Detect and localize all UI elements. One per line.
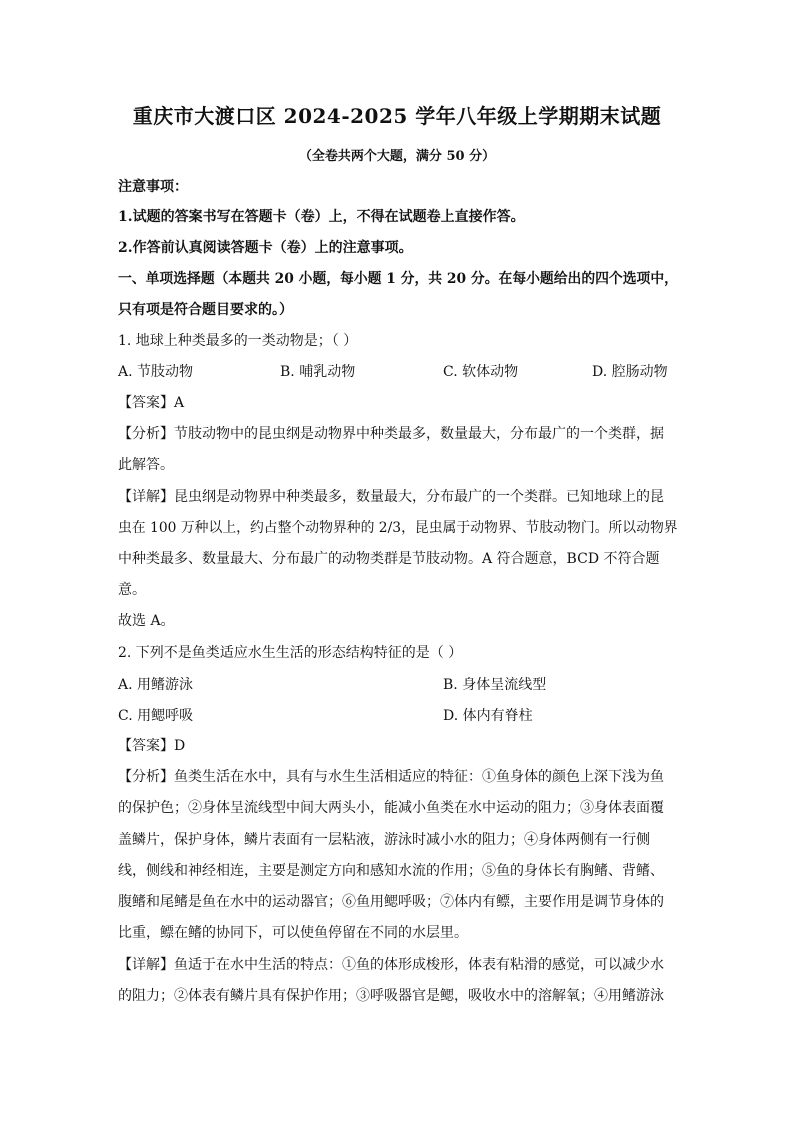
notice-heading: 注意事项： (118, 179, 188, 195)
option-b: B. 身体呈流线型 (443, 677, 547, 693)
detail-line: 的阻力；②体表有鳞片具有保护作用；③呼吸器官是鳃，吸收水中的溶解氧；④用鳍游泳 (118, 988, 664, 1004)
option-d: D. 体内有脊柱 (443, 708, 533, 724)
answer: 【答案】D (118, 738, 186, 754)
option-a: A. 节肢动物 (118, 364, 194, 380)
section-heading-cont: 只有项是符合题目要求的。） (118, 302, 293, 318)
detail-line: 【详解】昆虫纲是动物界中种类最多，数量最大，分布最广的一个类群。已知地球上的昆 (118, 489, 664, 505)
choice-line: 故选 A。 (118, 613, 175, 629)
question-stem: 1. 地球上种类最多的一类动物是；（ ） (118, 333, 358, 349)
page-subtitle: （全卷共两个大题，满分 50 分） (298, 149, 496, 164)
analysis-line: 腹鳍和尾鳍是鱼在水中的运动器官；⑥鱼用鳃呼吸；⑦体内有鳔，主要作用是调节身体的 (118, 894, 664, 910)
detail-line: 虫在 100 万种以上，约占整个动物界种的 2/3，昆虫属于动物界、节肢动物门。所以动物界 (118, 520, 678, 536)
analysis-line: 【分析】节肢动物中的昆虫纲是动物界中种类最多，数量最大，分布最广的一个类群，据 (118, 426, 664, 442)
option-b: B. 哺乳动物 (280, 364, 356, 380)
option-c: C. 用鳃呼吸 (118, 708, 194, 724)
option-d: D. 腔肠动物 (592, 364, 668, 380)
analysis-line: 盖鳞片，保护身体，鳞片表面有一层粘液，游泳时减小水的阻力；④身体两侧有一行侧 (118, 832, 650, 848)
section-heading: 一、单项选择题（本题共 20 小题，每小题 1 分，共 20 分。在每小题给出的四个选项中， (118, 271, 678, 287)
analysis-line: 此解答。 (118, 457, 174, 473)
analysis-line: 的保护色；②身体呈流线型中间大两头小，能减小鱼类在水中运动的阻力；③身体表面覆 (118, 800, 664, 816)
notice-item: 1.试题的答案书写在答题卡（卷）上，不得在试题卷上直接作答。 (118, 209, 525, 225)
detail-line: 意。 (118, 582, 146, 598)
notice-item: 2.作答前认真阅读答题卡（卷）上的注意事项。 (118, 240, 413, 256)
analysis-line: 线，侧线和神经相连，主要是测定方向和感知水流的作用；⑤鱼的身体长有胸鳍、背鳍、 (118, 863, 664, 879)
question-stem: 2. 下列不是鱼类适应水生生活的形态结构特征的是（ ） (118, 645, 463, 661)
analysis-line: 比重，鳔在鳍的协同下，可以使鱼停留在不同的水层里。 (118, 925, 468, 941)
page-title: 重庆市大渡口区 2024-2025 学年八年级上学期期末试题 (132, 104, 662, 128)
answer: 【答案】A (118, 395, 185, 411)
analysis-line: 【分析】鱼类生活在水中，具有与水生生活相适应的特征：①鱼身体的颜色上深下浅为鱼 (118, 769, 664, 785)
detail-line: 中种类最多、数量最大、分布最广的动物类群是节肢动物。A 符合题意，BCD 不符合题 (118, 551, 660, 567)
option-a: A. 用鳍游泳 (118, 677, 194, 693)
detail-line: 【详解】鱼适于在水中生活的特点：①鱼的体形成梭形，体表有粘滑的感觉，可以减少水 (118, 957, 664, 973)
option-c: C. 软体动物 (443, 364, 519, 380)
